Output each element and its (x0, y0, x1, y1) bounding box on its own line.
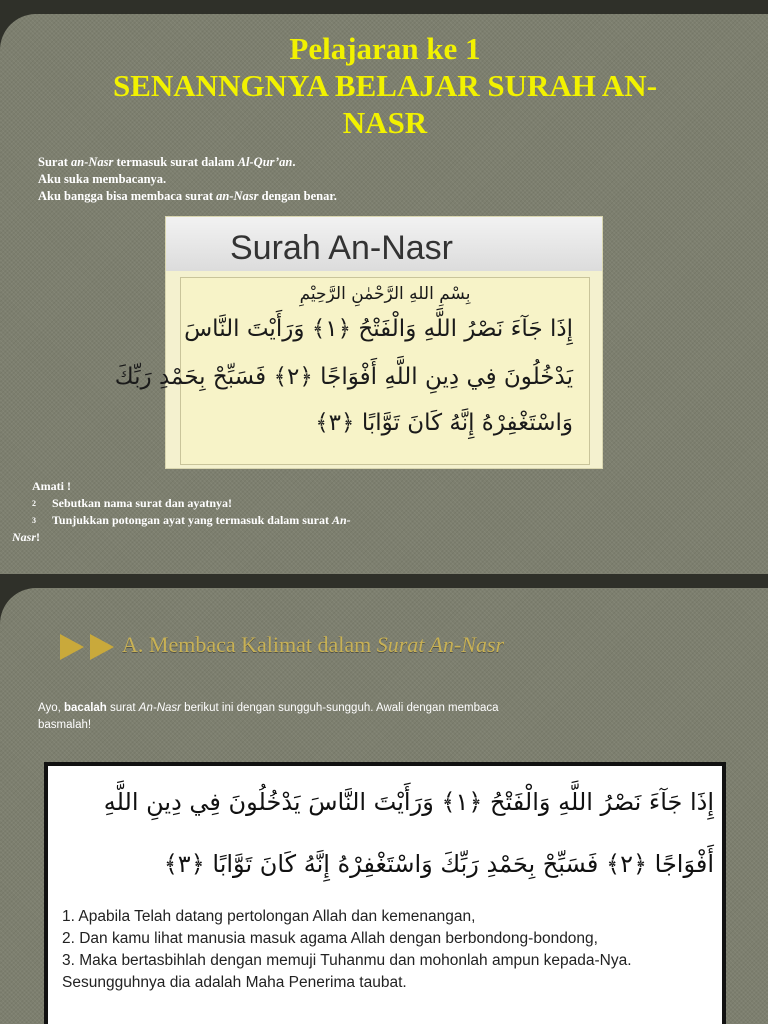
question-text: Tunjukkan potongan ayat yang termasuk dalam surat (52, 513, 332, 527)
translation-line: 3. Maka bertasbihlah dengan memuji Tuhanmu dan mohonlah ampun kepada-Nya. (62, 952, 632, 969)
question-text: Sebutkan nama surat dan ayatnya! (52, 496, 233, 510)
lesson-subtitle (40, 67, 730, 141)
intro-text (38, 154, 638, 205)
observe-label: Amati ! (32, 479, 71, 493)
instruction-part: Ayo, (38, 702, 64, 714)
translation-line: Sesungguhnya dia adalah Maha Penerima taubat. (62, 974, 407, 991)
arabic-scroll (114, 277, 590, 465)
intro-line-1 (38, 154, 638, 171)
triangle-bullet-icon (90, 634, 114, 660)
question-continuation (12, 529, 452, 546)
section-heading (60, 624, 660, 664)
intro-text-part: Aku bangga bisa membaca surat (38, 189, 217, 203)
image-header (166, 217, 602, 271)
slide-1 (0, 14, 768, 574)
instruction-part: surat (106, 702, 139, 714)
translation-list (62, 906, 722, 994)
intro-line-2: Aku suka membacanya. (38, 172, 167, 186)
slide-2 (0, 588, 768, 1024)
section-heading-italic: Surat An-Nasr (376, 632, 505, 657)
surah-text-box (44, 762, 726, 1024)
intro-text-italic: Al-Qur’an (237, 155, 293, 169)
translation-line: 2. Dan kamu lihat manusia masuk agama Allah dengan berbondong-bondong, (62, 930, 598, 947)
lesson-subtitle-line1: SENANNGNYA BELAJAR SURAH AN- (112, 68, 658, 103)
intro-text-part: Surat (38, 155, 71, 169)
triangle-bullet-icon (60, 634, 84, 660)
instruction-italic: An-Nasr (138, 702, 181, 714)
section-heading-text (122, 632, 504, 658)
arabic-line-2: يَدْخُلُونَ فِي دِينِ اللَّهِ أَفْوَاجًا ﴿٢﴾ فَسَبِّحْ بِحَمْدِ رَبِّكَ (114, 364, 573, 390)
translation-line: 1. Apabila Telah datang pertolongan Allah dan kemenangan, (62, 908, 476, 925)
instruction-part: berikut ini dengan sungguh-sungguh. Awali dengan membaca (180, 702, 499, 714)
arabic-verse-line-2: أَفْوَاجًا ﴿٢﴾ فَسَبِّحْ بِحَمْدِ رَبِّكَ وَاسْتَغْفِرْهُ إِنَّهُ كَانَ تَوَّابًا ﴿٣﴾ (163, 850, 714, 878)
lesson-title: Pelajaran ke 1 (289, 31, 481, 66)
question-number: 3 (32, 516, 36, 525)
question-text-italic: Nasr (12, 530, 37, 544)
intro-text-italic: an-Nasr (216, 189, 259, 203)
intro-text-part: . (292, 155, 296, 169)
image-heading: Surah An-Nasr (230, 229, 453, 267)
intro-line-3 (38, 188, 638, 205)
intro-text-part: dengan benar. (258, 189, 337, 203)
instruction-part: basmalah! (38, 719, 92, 731)
section-heading-part: A. Membaca Kalimat dalam (122, 632, 377, 657)
observe-section (12, 478, 452, 546)
basmalah: بِسْمِ اللهِ الرَّحْمٰنِ الرَّحِيْمِ (299, 284, 471, 304)
question-item (32, 512, 452, 529)
instruction-bold: bacalah (64, 702, 107, 714)
question-number: 2 (32, 499, 36, 508)
instruction-text (38, 700, 628, 734)
lesson-subtitle-line2: NASR (342, 105, 428, 140)
arabic-verse-line-1: إِذَا جَآءَ نَصْرُ اللَّهِ وَالْفَتْحُ ﴿١﴾ وَرَأَيْتَ النَّاسَ يَدْخُلُونَ فِي دِينِ اللَّهِ (103, 788, 714, 816)
question-text: ! (36, 530, 41, 544)
arabic-line-3: وَاسْتَغْفِرْهُ إِنَّهُ كَانَ تَوَّابًا ﴿٣﴾ (315, 410, 573, 436)
intro-text-italic: an-Nasr (71, 155, 114, 169)
question-item (32, 495, 452, 512)
surah-an-nasr-image (114, 217, 602, 468)
arabic-line-1: إِذَا جَآءَ نَصْرُ اللَّهِ وَالْفَتْحُ ﴿١﴾ وَرَأَيْتَ النَّاسَ (184, 316, 573, 342)
intro-text-part: termasuk surat dalam (113, 155, 238, 169)
question-text-italic: An- (331, 513, 351, 527)
